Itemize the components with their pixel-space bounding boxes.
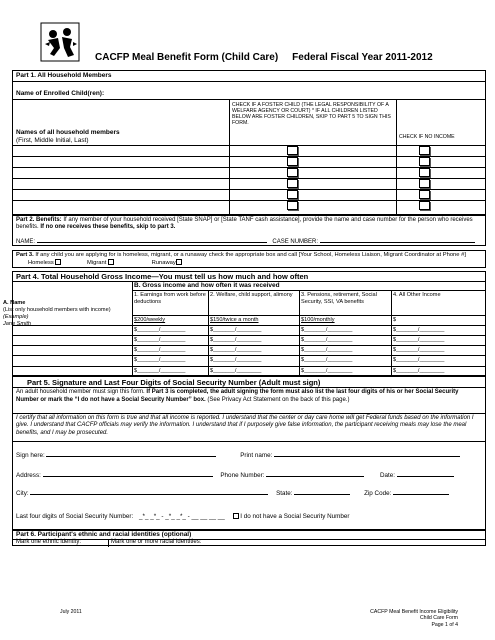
- address-label: Address:: [16, 472, 41, 479]
- runaway-checkbox[interactable]: [176, 259, 182, 265]
- no-income-checkbox-1[interactable]: [419, 146, 430, 155]
- address-field[interactable]: [43, 471, 213, 477]
- income-r5-c1[interactable]: $_______/________: [134, 368, 186, 374]
- city-row: [16, 489, 449, 497]
- example-label: (Example): [3, 314, 29, 320]
- foster-checkbox-1[interactable]: [287, 146, 298, 155]
- footer-form-name: CACFP Meal Benefit Income Eligibility: [370, 609, 458, 615]
- homeless-checkbox[interactable]: [55, 259, 61, 265]
- income-r1-c4[interactable]: $_______/________: [393, 327, 445, 333]
- print-name-label: Print name:: [240, 452, 273, 459]
- part3-heading: Part 3.: [16, 252, 34, 258]
- income-r1-c3[interactable]: $_______/________: [301, 327, 353, 333]
- part5-section: [12, 376, 486, 530]
- fiscal-year: Federal Fiscal Year 2011-2012: [292, 52, 433, 63]
- footer-form-type: Child Care Form: [419, 615, 458, 622]
- part2-heading: Part 2. Benefits:: [16, 217, 62, 223]
- part3-body: If any child you are applying for is homeless, migrant, or a runaway check the appropriate box and call [Your School, Homeless Liaison, Migrant Coordinator at Phone #]: [33, 252, 466, 258]
- sign-row: [16, 451, 460, 459]
- part5-heading: Part 5. Signature and Last Four Digits of Social Security Number (Adult must sign): [27, 378, 321, 387]
- part5-intro-end: (See Privacy Act Statement on the back of this page.): [205, 396, 350, 403]
- benefit-name-field[interactable]: [37, 237, 267, 243]
- example-earnings: $200/weekly: [134, 317, 166, 323]
- income-r3-c4[interactable]: $_______/________: [393, 347, 445, 353]
- footer-page: Page 1 of 4: [431, 621, 458, 628]
- runaway-label: Runaway: [151, 260, 176, 267]
- date-label: Date:: [379, 472, 396, 479]
- children-playing-logo: [40, 22, 80, 62]
- income-r3-c3[interactable]: $_______/________: [301, 347, 353, 353]
- phone-field[interactable]: [266, 471, 364, 477]
- form-title-text: CACFP Meal Benefit Form (Child Care): [95, 52, 279, 63]
- ssn-row: [16, 513, 349, 520]
- income-r1-c2[interactable]: $_______/________: [210, 327, 262, 333]
- foster-checkbox-2[interactable]: [287, 157, 298, 166]
- part6-section: [12, 530, 486, 546]
- col-a-title: A. Name: [3, 300, 26, 306]
- income-r2-c1[interactable]: $_______/________: [134, 337, 186, 343]
- city-field[interactable]: [30, 489, 268, 495]
- zip-label: Zip Code:: [364, 490, 392, 497]
- income-r3-c2[interactable]: $_______/________: [210, 347, 262, 353]
- date-field[interactable]: [397, 471, 454, 477]
- part2-fields: [16, 237, 475, 245]
- part1-heading: Part 1. All Household Members: [16, 72, 112, 79]
- certification-text: I certify that all information on this form is true and that all income is reported. I understand that the center or day care home will get Federal funds based on the information I give. I understand that CACFP officials may verify the information. I understand that if I purposely give false information, the participant receiving meals may lose the meal benefits, and I may be prosecuted.: [16, 415, 474, 436]
- names-label: Names of all household members: [16, 129, 120, 136]
- example-pensions: $100/monthly: [301, 317, 335, 323]
- income-r2-c3[interactable]: $_______/________: [301, 337, 353, 343]
- print-name-field[interactable]: [274, 451, 460, 457]
- foster-checkbox-5[interactable]: [287, 190, 298, 199]
- signature-field[interactable]: [46, 451, 216, 457]
- case-number-field[interactable]: [320, 237, 475, 243]
- income-r3-c1[interactable]: $_______/________: [134, 347, 186, 353]
- income-r5-c4[interactable]: $_______/________: [393, 368, 445, 374]
- foster-note: CHECK IF A FOSTER CHILD (THE LEGAL RESPONSIBILITY OF A WELFARE AGENCY OR COURT) * IF ALL CHILDREN LISTED BELOW ARE FOSTER CHILDREN, SKIP TO PART 5 TO SIGN THIS FORM.: [232, 102, 391, 126]
- income-r4-c4[interactable]: $_______/________: [393, 357, 445, 363]
- income-r5-c3[interactable]: $_______/________: [301, 368, 353, 374]
- part4-section: [3, 271, 486, 376]
- income-r2-c2[interactable]: $_______/________: [210, 337, 262, 343]
- footer-date: July 2011: [60, 609, 82, 615]
- part4-subheading: B. Gross income and how often it was received: [134, 282, 280, 289]
- no-income-checkbox-3[interactable]: [419, 168, 430, 177]
- no-income-checkbox-2[interactable]: [419, 157, 430, 166]
- case-number-label: CASE NUMBER:: [272, 239, 319, 245]
- no-income-checkbox-4[interactable]: [419, 179, 430, 188]
- col-a-sub: (List only household members with income): [3, 306, 111, 313]
- col-3-header: 3. Pensions, retirement, Social Security, SSI, VA benefits: [301, 292, 377, 305]
- income-r4-c1[interactable]: $_______/________: [134, 357, 186, 363]
- ssn-field[interactable]: _*_ _*_ - _*_ _*_ - __ __ __ __: [139, 513, 225, 520]
- no-ssn-checkbox[interactable]: [233, 513, 239, 519]
- part2-body: If any member of your household received [State SNAP] or [State TANF cash assistance], provide the name and case number for the person who receives benefits.: [16, 217, 473, 231]
- no-income-label: CHECK IF NO INCOME: [399, 134, 455, 140]
- ethnic-label: Mark one ethnic identity:: [16, 539, 82, 545]
- homeless-label: Homeless: [28, 260, 54, 267]
- racial-label: Mark one or more racial identities:: [111, 539, 202, 545]
- no-income-checkbox-5[interactable]: [419, 190, 430, 199]
- part2-skip: If no one receives these benefits, skip to part 3.: [40, 224, 176, 231]
- state-label: State:: [276, 490, 293, 497]
- part2-section: [12, 215, 486, 246]
- part1-section: [12, 70, 486, 215]
- example-other: $: [393, 317, 397, 323]
- col-1-header: 1. Earnings from work before deductions: [134, 292, 206, 305]
- foster-checkbox-6[interactable]: [287, 201, 298, 210]
- part3-text: [16, 252, 484, 268]
- zip-field[interactable]: [393, 489, 449, 495]
- part3-section: [12, 250, 486, 268]
- col-a-header: [3, 300, 131, 327]
- address-row: [16, 471, 454, 479]
- income-r5-c2[interactable]: $_______/________: [210, 368, 262, 374]
- enrolled-children-label: Name of Enrolled Child(ren):: [16, 90, 105, 97]
- benefit-name-label: NAME:: [16, 239, 36, 245]
- part5-intro-bold: If Part 3 is completed, the adult signing the form must also list the last four digits of his or her Social Security Number or mark the “I do not have a Social Security Number” box.: [16, 389, 459, 403]
- footer-right: [330, 609, 458, 628]
- income-r4-c3[interactable]: $_______/________: [301, 357, 353, 363]
- example-name: Jane Smith: [3, 320, 31, 327]
- part6-heading: Part 6. Participant's ethnic and racial identities (optional): [16, 531, 192, 538]
- part5-intro-plain: An adult household member must sign this form.: [16, 389, 147, 395]
- income-r2-c4[interactable]: $_______/________: [393, 337, 445, 343]
- example-welfare: $150/twice a month: [210, 317, 259, 323]
- form-title: [95, 52, 433, 63]
- part5-intro: [16, 389, 482, 404]
- foster-checkbox-4[interactable]: [287, 179, 298, 188]
- migrant-checkbox[interactable]: [108, 259, 114, 265]
- sign-here-label: Sign here:: [16, 452, 45, 459]
- income-r1-c1[interactable]: $_______/________: [134, 327, 186, 333]
- income-r4-c2[interactable]: $_______/________: [210, 357, 262, 363]
- phone-label: Phone Number:: [220, 472, 265, 479]
- part2-text: [16, 217, 484, 232]
- foster-checkbox-3[interactable]: [287, 168, 298, 177]
- city-label: City:: [16, 490, 29, 497]
- col-4-header: 4. All Other Income: [393, 292, 441, 298]
- names-header: [16, 129, 120, 144]
- ssn-label: Last four digits of Social Security Number:: [16, 513, 134, 520]
- part4-heading: Part 4. Total Household Gross Income—You must tell us how much and how often: [16, 272, 309, 281]
- names-sub: (First, Middle Initial, Last): [16, 137, 89, 144]
- state-field[interactable]: [294, 489, 350, 495]
- no-income-checkbox-6[interactable]: [419, 201, 430, 210]
- no-ssn-label: I do not have a Social Security Number: [240, 513, 350, 520]
- col-2-header: 2. Welfare, child support, alimony: [210, 292, 293, 298]
- migrant-label: Migrant: [87, 260, 107, 267]
